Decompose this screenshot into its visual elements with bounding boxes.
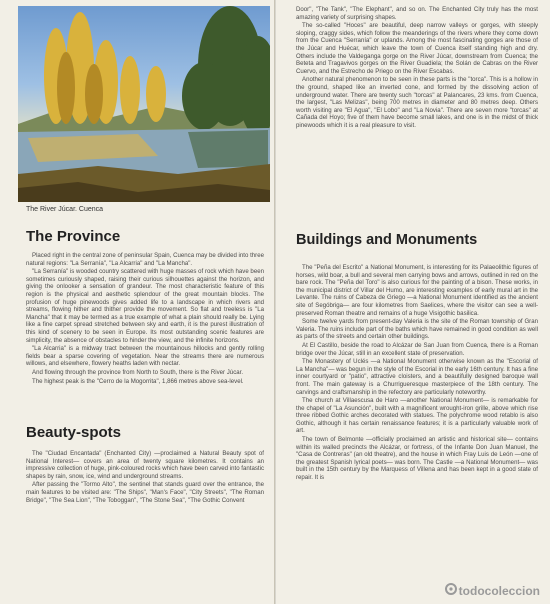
province-paragraph: "La Serranía" is wooded country scattered with huge masses of rock which have been sometimes curiously shaped, raising their curious silhouettes against the horizon, and giving the onlooker a sensation of grandeur. The most characteristic feature of this region is the physical and aesthetic splendour of the great mountain blocks. The profusion of huge pinewoods gives added life to a landscape in which rivers and streams, flowing hither and thither provide the movement. So flat and treeless is "La Mancha" that it may be termed as a true example of what a plain should really be. Lying like a fine carpet spread stretched between sky and earth, it is the purest illustration of this kind of scenery to be seen in Europe. Its most outstanding scenic features are simplicity, the absence of obstacles to hinder the view, and the infinite horizons. — [26, 268, 264, 344]
watermark — [445, 583, 540, 598]
province-paragraph: And flowing through the province from North to South, there is the River Júcar. — [32, 368, 244, 376]
continuation-paragraph: The so-called "Hoces" are beautiful, deep narrow valleys or gorges, with steeply sloping, craggy sides, which follow the meanderings of the rivers where they come down from the Cuenca "Serranía" or uplands. Among the most fascinating gorges are those of the Júcar and Huécar, which leave the town of Cuenca itself standing high and dry. Others include the Valdeganga gorge on the River Júcar, downstream from Cuenca; the Beteta and Tragavivos gorges on the River Guadiela; the Solán de Cabras on the River Cuervo, and the Estrecho de Priego on the River Escabas. — [296, 22, 538, 75]
buildings-paragraph: The "Peña del Escrito" a National Monument, is interesting for its Palaeolithic figures of horses, wild boar, a bull and several men carrying bows and arrows, outlined in red on the bare rock. The "Peña del Toro" is also curious for the painting of a bison. These works, in the municipal district of Villar del Humo, are interesting examples of early mural art in the Levante. The ruins of Cabeza de Griego —a National Monument identified as the ancient site of Segóbriga— are four kilometres from Saelices, where the visitor can see a well-preserved Roman theatre and remains of a huge Visigothic basilica. — [296, 264, 538, 317]
province-heading: The Province — [26, 228, 121, 245]
buildings-heading: Buildings and Monuments — [296, 232, 478, 248]
beauty-spots-heading: Beauty-spots — [26, 424, 122, 441]
buildings-paragraph: At El Castillo, beside the road to Alcázar de San Juan from Cuenca, there is a Roman bridge over the Júcar, still in an excellent state of preservation. — [296, 341, 538, 357]
province-paragraph: The highest peak is the "Cerro de la Mogorrita", 1,866 metres above sea-level. — [32, 377, 244, 385]
beauty-spots-text — [26, 450, 264, 596]
todocoleccion-logo-icon — [445, 583, 457, 598]
right-page — [276, 0, 550, 604]
beauty-paragraph: After passing the "Tormo Alto", the sentinel that stands guard over the entrance, the main features to be visited are: "The Ships", "Man's Face", "City Streets", "The Roman Bridge", "The Sea Lion", "The Toboggan", "The Stone Sea", "The Gothic Convent — [26, 481, 264, 504]
beauty-spots-continuation — [296, 6, 538, 206]
buildings-text — [296, 264, 538, 576]
beauty-paragraph: The "Ciudad Encantada" (Enchanted City) —proclaimed a Natural Beauty spot of National Interest— covers an area of twenty square kilometres. It contains an impressive collection of huge, pink-coloured rocks which have been carved into fantastic shapes by rain, snow, ice, wind and underground streams. — [26, 450, 264, 480]
watermark-text: todocoleccion — [458, 584, 540, 598]
river-jucar-photo — [18, 6, 270, 202]
continuation-paragraph: Another natural phenomenon to be seen in these parts is the "torca". This is a hollow in the ground, shaped like an inverted cone, and formed by the dissolving action of underground water. There are twenty such "torcas" at Palancares, 23 kms. from Cuenca, the largest, "Las Melizas", being 700 metres in diameter and 80 metres deep. Others worth visiting are "El Agua", "El Lobo" and "La Novia". There are seven more "torcas" at Cañada del Hoyo; five of them have become small lakes, and one is in the midst of thick pinewoods which it is a real pleasure to visit. — [296, 76, 538, 129]
buildings-paragraph: The church at Villaescusa de Haro —another National Monument— is remarkable for the chapel of "La Asunción", built with a magnificent wrought-iron grille, above which rise three ribbed Gothic arches decorated with statues. The polychrome wood retablo is also Gothic, although it has certain renaissance features; it is a particularly valuable work of art. — [296, 397, 538, 435]
photo-caption: The River Júcar. Cuenca — [26, 206, 104, 213]
buildings-paragraph: The town of Belmonte —officially proclaimed an artistic and historical site— contains within its walled precincts the Alcázar, or fortress, of the Infante Don Juan Manuel, the "Casa de Contreras" (an old theatre), and the house in which Fray Luis de León —one of the greatest Spanish lyrical poets— was born. The Castle —a National Monument— was built in the 15th century by the Marquess of Villena and has been kept in a good state of repair. It is — [296, 436, 538, 482]
buildings-paragraph: The Monastery of Uclés —a National Monument otherwise known as the "Escorial of La Mancha"— was begun in the style of the Escorial in the early 16th century. It has a fine inner courtyard or "patio", attractive cloisters, and a beautifully designed baroque wall front. The main gateway is a Churrigueresque masterpiece of the 18th century. The carvings and craftsmanship in the refectory are particularly noteworthy. — [296, 358, 538, 396]
continuation-paragraph: Door", "The Tank", "The Elephant", and so on. The Enchanted City truly has the most amazing variety of surprising shapes. — [296, 6, 538, 21]
province-text — [26, 252, 264, 408]
landscape-illustration — [18, 6, 270, 202]
province-paragraph: Placed right in the central zone of peninsular Spain, Cuenca may be divided into three natural regions: "La Serranía", "La Alcarria" and "La Mancha". — [26, 252, 264, 267]
buildings-paragraph: Some twelve yards from present-day Valeria is the site of the Roman township of Gran Valeria. The ruins include part of the baths which have remained in good condition as well as parts of the streets and certain other buildings. — [296, 318, 538, 341]
province-paragraph: "La Alcarria" is a midway tract between the mountainous hillocks and gently rolling fields bear a sparse covering of vegetation. Near the streams there are numerous willows, and elsewhere, flowery heaths laden with nectar. — [26, 345, 264, 368]
